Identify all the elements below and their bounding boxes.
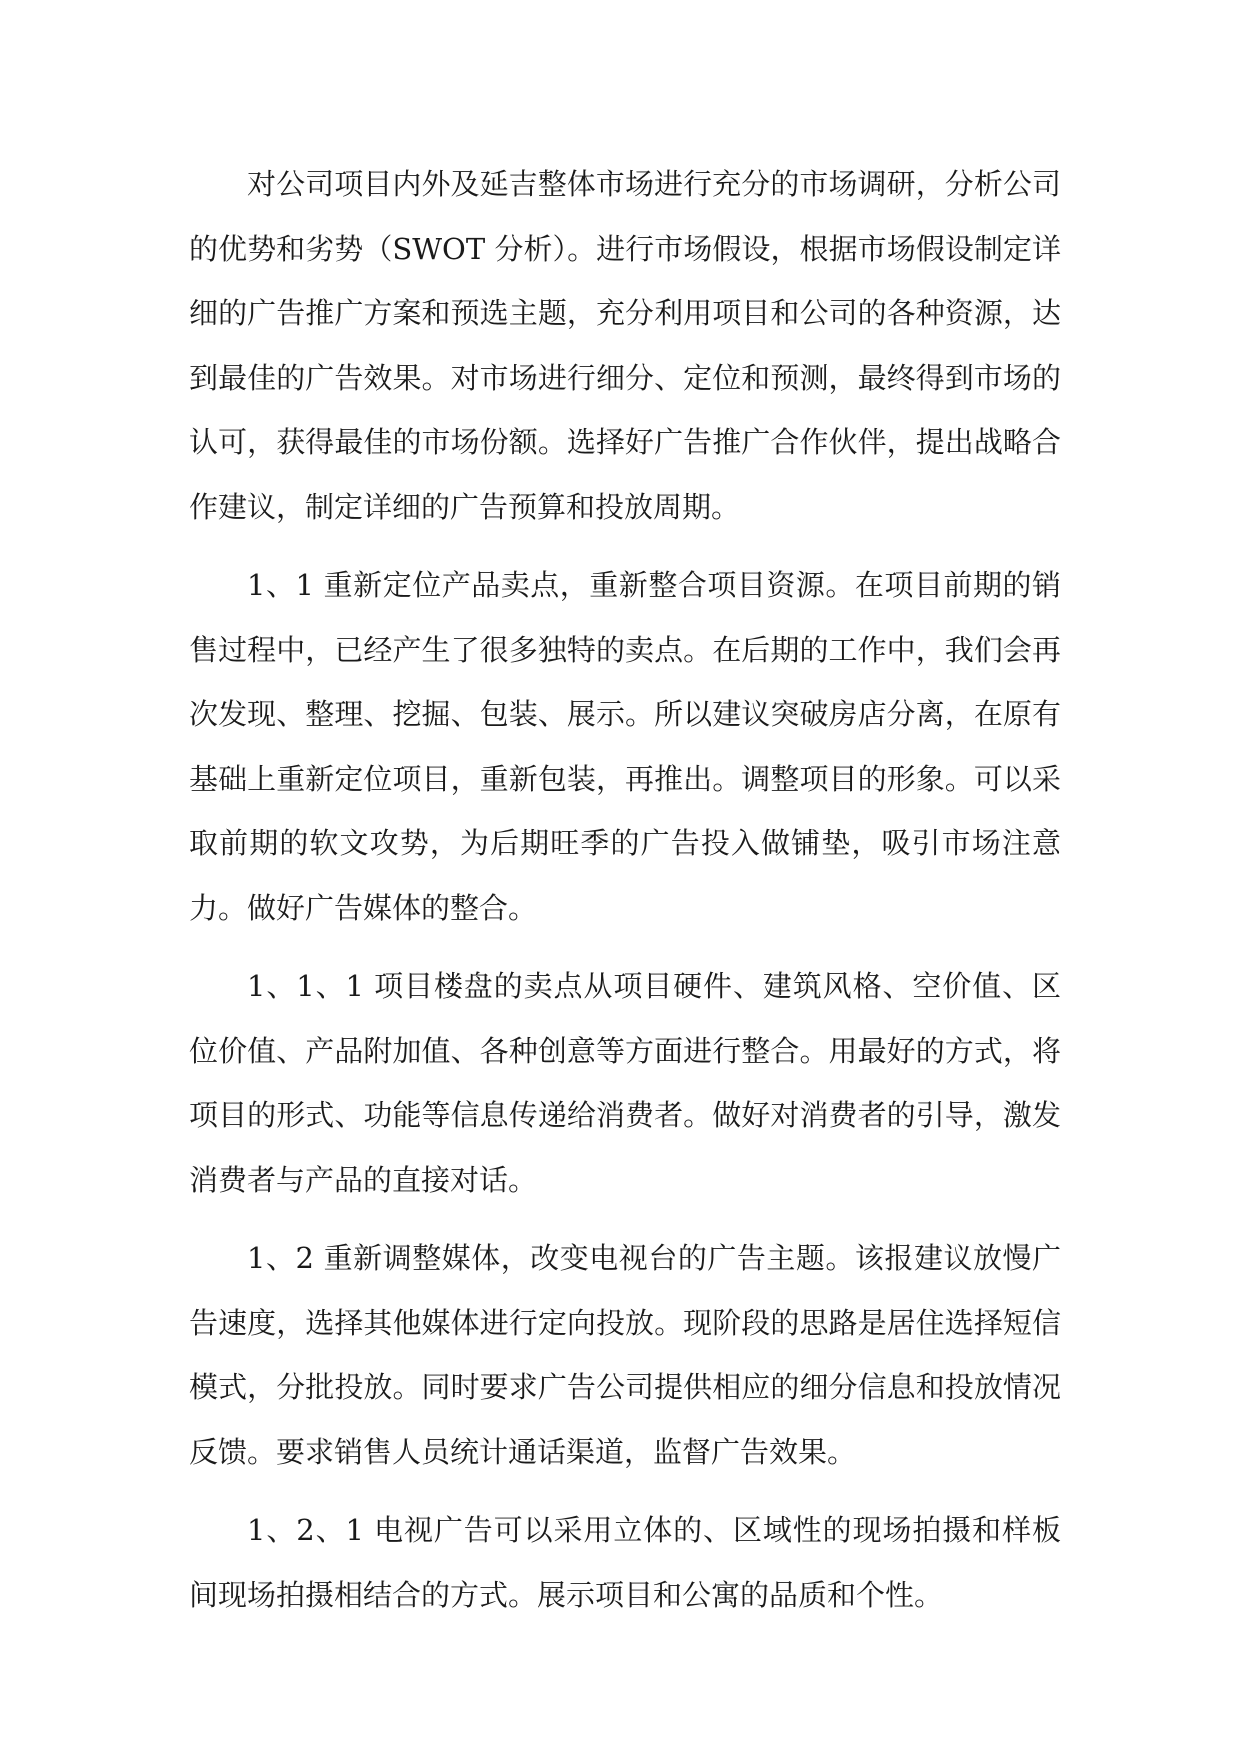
paragraph-1-2-1: 1、2、1 电视广告可以采用立体的、区域性的现场拍摄和样板间现场拍摄相结合的方式。展示项目和公寓的品质和个性。 [189, 1513, 1061, 1612]
paragraph-1-1-1: 1、1、1 项目楼盘的卖点从项目硬件、建筑风格、空价值、区位价值、产品附加值、各种创意等方面进行整合。用最好的方式，将项目的形式、功能等信息传递给消费者。做好对消费者的引导，激发消费者与产品的直接对话。 [189, 969, 1061, 1197]
paragraph-1-1: 1、1 重新定位产品卖点，重新整合项目资源。在项目前期的销售过程中，已经产生了很多独特的卖点。在后期的工作中，我们会再次发现、整理、挖掘、包装、展示。所以建议突破房店分离，在原有基础上重新定位项目，重新包装，再推出。调整项目的形象。可以采取前期的软文攻势，为后期旺季的广告投入做铺垫，吸引市场注意力。做好广告媒体的整合。 [189, 568, 1061, 925]
document-page [189, 152, 1061, 1641]
paragraph-intro: 对公司项目内外及延吉整体市场进行充分的市场调研，分析公司的优势和劣势（SWOT 分析）。进行市场假设，根据市场假设制定详细的广告推广方案和预选主题，充分利用项目和公司的各种资源，达到最佳的广告效果。对市场进行细分、定位和预测，最终得到市场的认可，获得最佳的市场份额。选择好广告推广合作伙伴，提出战略合作建议，制定详细的广告预算和投放周期。 [189, 167, 1061, 524]
paragraph-1-2: 1、2 重新调整媒体，改变电视台的广告主题。该报建议放慢广告速度，选择其他媒体进行定向投放。现阶段的思路是居住选择短信模式，分批投放。同时要求广告公司提供相应的细分信息和投放情况反馈。要求销售人员统计通话渠道，监督广告效果。 [189, 1241, 1061, 1469]
